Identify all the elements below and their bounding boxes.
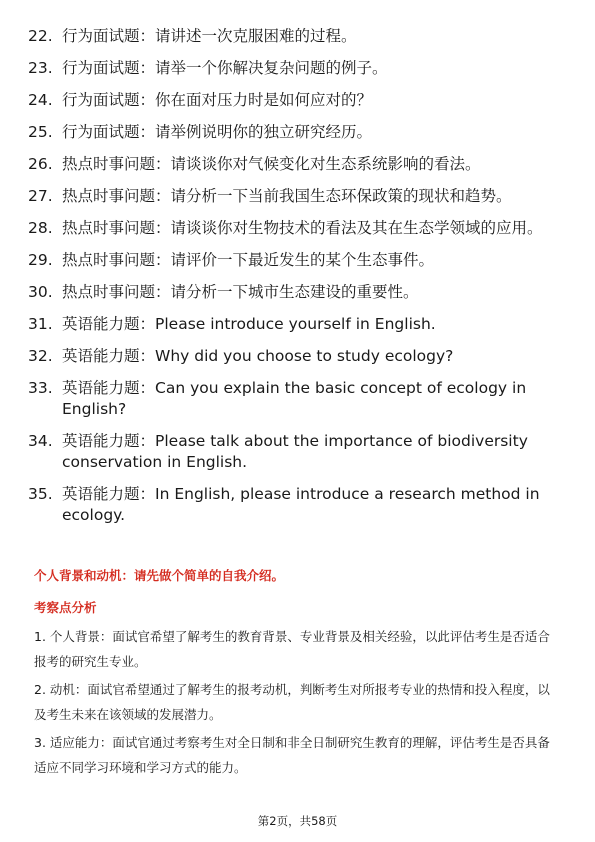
question-number: 25. <box>28 123 53 141</box>
list-item <box>28 378 548 420</box>
list-item <box>28 26 548 47</box>
question-text: 热点时事问题：请分析一下城市生态建设的重要性。 <box>62 283 419 301</box>
question-text: 热点时事问题：请评价一下最近发生的某个生态事件。 <box>62 251 435 269</box>
list-item <box>28 58 548 79</box>
question-text: 英语能力题：Can you explain the basic concept of ecology in English? <box>62 379 527 418</box>
question-number: 32. <box>28 347 53 365</box>
analysis-subheading: 考察点分析 <box>34 600 97 615</box>
question-number: 33. <box>28 379 53 397</box>
page-number-footer: 第2页，共58页 <box>257 814 338 828</box>
question-list <box>28 26 548 537</box>
question-number: 22. <box>28 27 53 45</box>
question-text: 行为面试题：请讲述一次克服困难的过程。 <box>62 27 357 45</box>
question-number: 28. <box>28 219 53 237</box>
question-text: 英语能力题：Please talk about the importance of biodiversity conservation in English. <box>62 432 528 471</box>
question-text: 热点时事问题：请谈谈你对生物技术的看法及其在生态学领域的应用。 <box>62 219 543 237</box>
question-number: 29. <box>28 251 53 269</box>
question-text: 英语能力题：Why did you choose to study ecology? <box>62 347 454 365</box>
list-item <box>28 218 548 239</box>
list-item <box>28 282 548 303</box>
question-text: 英语能力题：In English, please introduce a research method in ecology. <box>62 485 540 524</box>
analysis-point: 2. 动机：面试官希望通过了解考生的报考动机，判断考生对所报考专业的热情和投入程度，以及考生未来在该领域的发展潜力。 <box>34 682 550 722</box>
question-number: 24. <box>28 91 53 109</box>
list-item <box>28 90 548 111</box>
question-number: 34. <box>28 432 53 450</box>
question-text: 英语能力题：Please introduce yourself in English. <box>62 315 436 333</box>
question-number: 23. <box>28 59 53 77</box>
list-item <box>28 484 548 526</box>
question-number: 27. <box>28 187 53 205</box>
section-heading: 个人背景和动机：请先做个简单的自我介绍。 <box>34 568 285 583</box>
list-item <box>28 122 548 143</box>
question-text: 热点时事问题：请谈谈你对气候变化对生态系统影响的看法。 <box>62 155 481 173</box>
question-number: 31. <box>28 315 53 333</box>
analysis-point: 3. 适应能力：面试官通过考察考生对全日制和非全日制研究生教育的理解，评估考生是否具备适应不同学习环境和学习方式的能力。 <box>34 735 550 775</box>
question-number: 35. <box>28 485 53 503</box>
question-text: 行为面试题：请举一个你解决复杂问题的例子。 <box>62 59 388 77</box>
analysis-section <box>34 566 554 783</box>
list-item <box>28 250 548 271</box>
list-item <box>28 186 548 207</box>
question-number: 30. <box>28 283 53 301</box>
analysis-point: 1. 个人背景：面试官希望了解考生的教育背景、专业背景及相关经验，以此评估考生是否适合报考的研究生专业。 <box>34 629 550 669</box>
list-item <box>28 154 548 175</box>
question-text: 热点时事问题：请分析一下当前我国生态环保政策的现状和趋势。 <box>62 187 512 205</box>
question-text: 行为面试题：你在面对压力时是如何应对的？ <box>62 91 373 109</box>
list-item <box>28 346 548 367</box>
question-text: 行为面试题：请举例说明你的独立研究经历。 <box>62 123 373 141</box>
list-item <box>28 431 548 473</box>
question-number: 26. <box>28 155 53 173</box>
list-item <box>28 314 548 335</box>
